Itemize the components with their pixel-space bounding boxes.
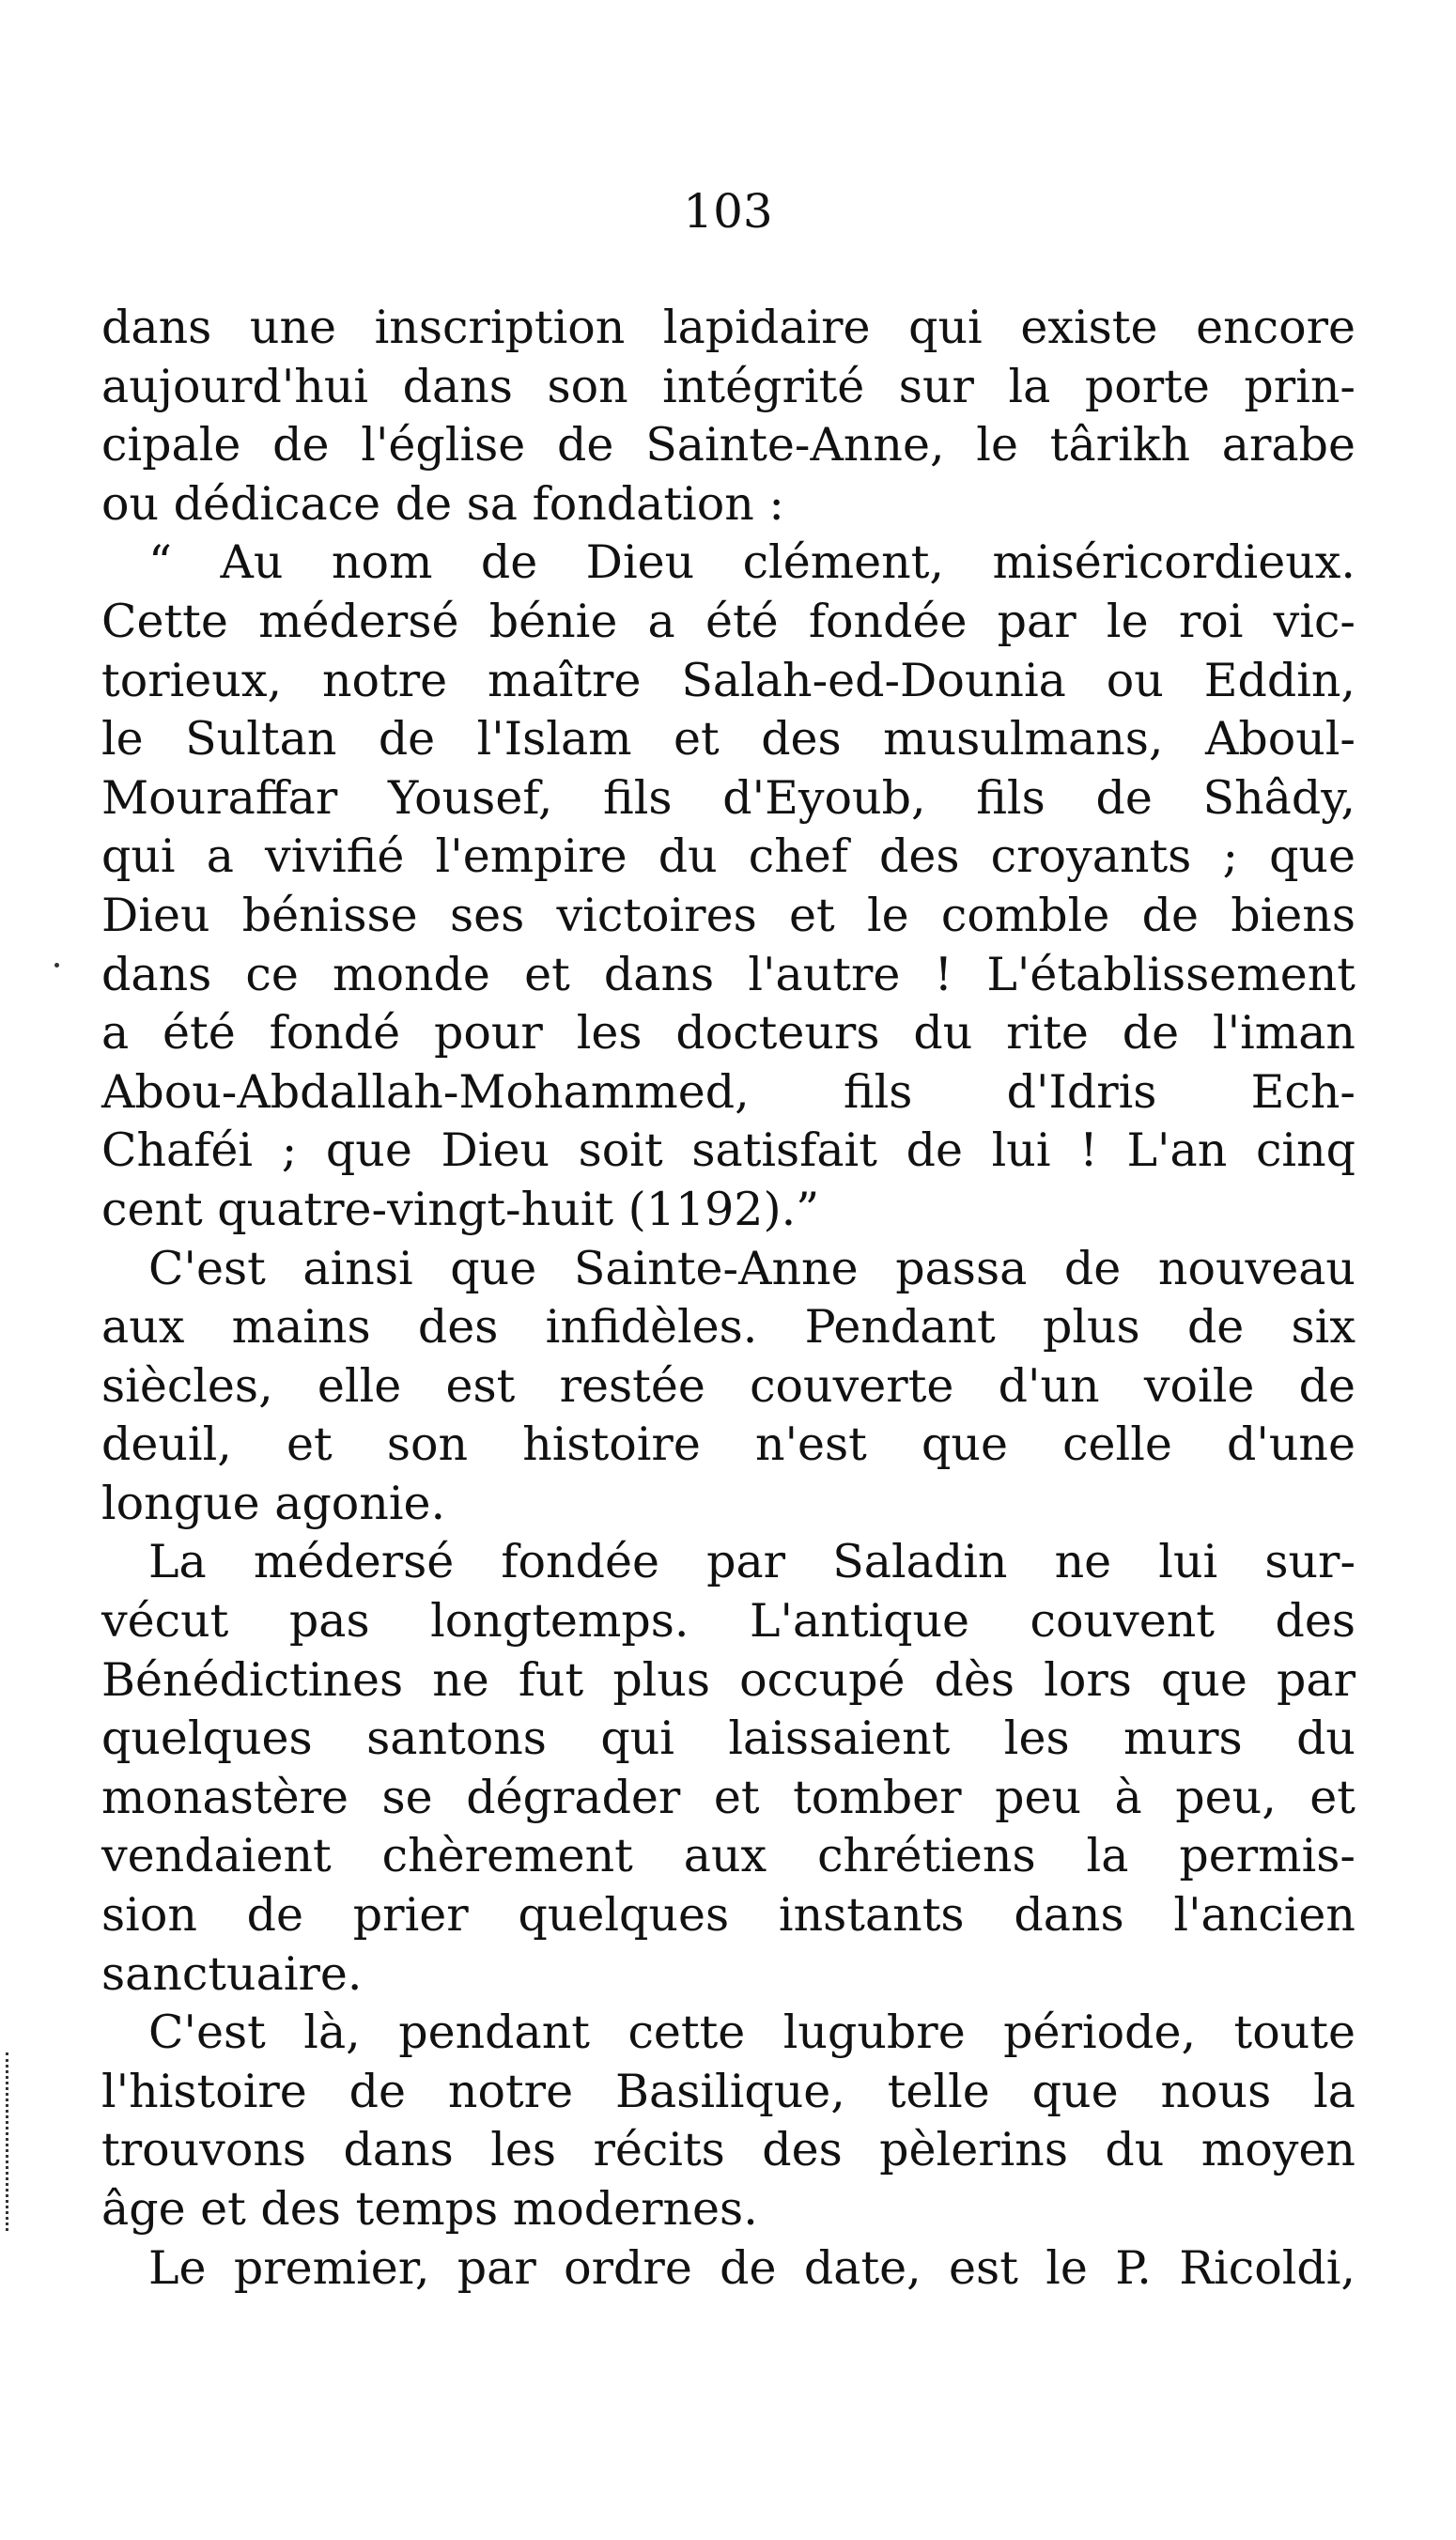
text-line: sion de prier quelques instants dans l'ancien [101, 1888, 1355, 1943]
text-line: vécut pas longtemps. L'antique couvent des [101, 1594, 1355, 1649]
text-line: deuil, et son histoire n'est que celle d'une [101, 1417, 1355, 1472]
text-line: C'est là, pendant cette lugubre période, toute [148, 2006, 1355, 2060]
text-line: torieux, notre maître Salah-ed-Dounia ou Eddin, [101, 653, 1355, 707]
text-line: qui a vivifié l'empire du chef des croyants ; que [101, 829, 1355, 884]
body-text [101, 299, 1355, 2298]
paragraph [101, 1533, 1355, 2004]
text-line: cipale de l'église de Sainte-Anne, le târikh arabe [101, 418, 1355, 472]
text-line: C'est ainsi que Sainte-Anne passa de nouveau [148, 1241, 1355, 1295]
paragraph [101, 299, 1355, 534]
paragraph [101, 534, 1355, 1239]
text-line: Abou-Abdallah-Mohammed, fils d'Idris Ech- [101, 1064, 1355, 1119]
text-line: monastère se dégrader et tomber peu à peu, et [101, 1770, 1355, 1824]
text-line: âge et des temps modernes. [101, 2182, 758, 2236]
text-line: Le premier, par ordre de date, est le P. Ricoldi, [148, 2240, 1355, 2295]
text-line: l'histoire de notre Basilique, telle que nous la [101, 2064, 1355, 2118]
text-line: dans ce monde et dans l'autre ! L'établissement [101, 947, 1355, 1001]
text-line: Mouraffar Yousef, fils d'Eyoub, fils de Shâdy, [101, 770, 1355, 825]
page-number: 103 [683, 184, 773, 239]
text-line: vendaient chèrement aux chrétiens la permis- [101, 1829, 1355, 1883]
text-line: Chaféi ; que Dieu soit satisfait de lui ! L'an cinq [101, 1123, 1355, 1178]
text-line: Bénédictines ne fut plus occupé dès lors que par [101, 1652, 1355, 1707]
text-line: aujourd'hui dans son intégrité sur la porte prin- [101, 359, 1355, 413]
text-line: Cette médersé bénie a été fondée par le roi vic- [101, 594, 1355, 648]
text-line: aux mains des infidèles. Pendant plus de six [101, 1300, 1355, 1355]
text-line: sanctuaire. [101, 1946, 363, 2001]
text-line: longue agonie. [101, 1476, 446, 1530]
binding-edge-mark [6, 2052, 11, 2231]
paragraph [101, 2004, 1355, 2238]
paragraph [101, 1240, 1355, 1534]
text-line: dans une inscription lapidaire qui existe encore [101, 301, 1355, 354]
text-line: a été fondé pour les docteurs du rite de l'iman [101, 1006, 1355, 1061]
text-line: “ Au nom de Dieu clément, miséricordieux. [148, 535, 1355, 590]
text-line: siècles, elle est restée couverte d'un voile de [101, 1358, 1355, 1413]
text-line: trouvons dans les récits des pèlerins du moyen [101, 2123, 1355, 2177]
text-line: ou dédicace de sa fondation : [101, 476, 784, 531]
paragraph [101, 2239, 1355, 2299]
text-line: quelques santons qui laissaient les murs du [101, 1711, 1355, 1766]
text-line: le Sultan de l'Islam et des musulmans, Aboul- [101, 712, 1355, 767]
margin-speck [54, 963, 59, 968]
text-line: Dieu bénisse ses victoires et le comble de biens [101, 888, 1355, 942]
text-line: cent quatre-vingt-huit (1192).” [101, 1182, 820, 1236]
text-line: La médersé fondée par Saladin ne lui sur- [148, 1535, 1355, 1589]
